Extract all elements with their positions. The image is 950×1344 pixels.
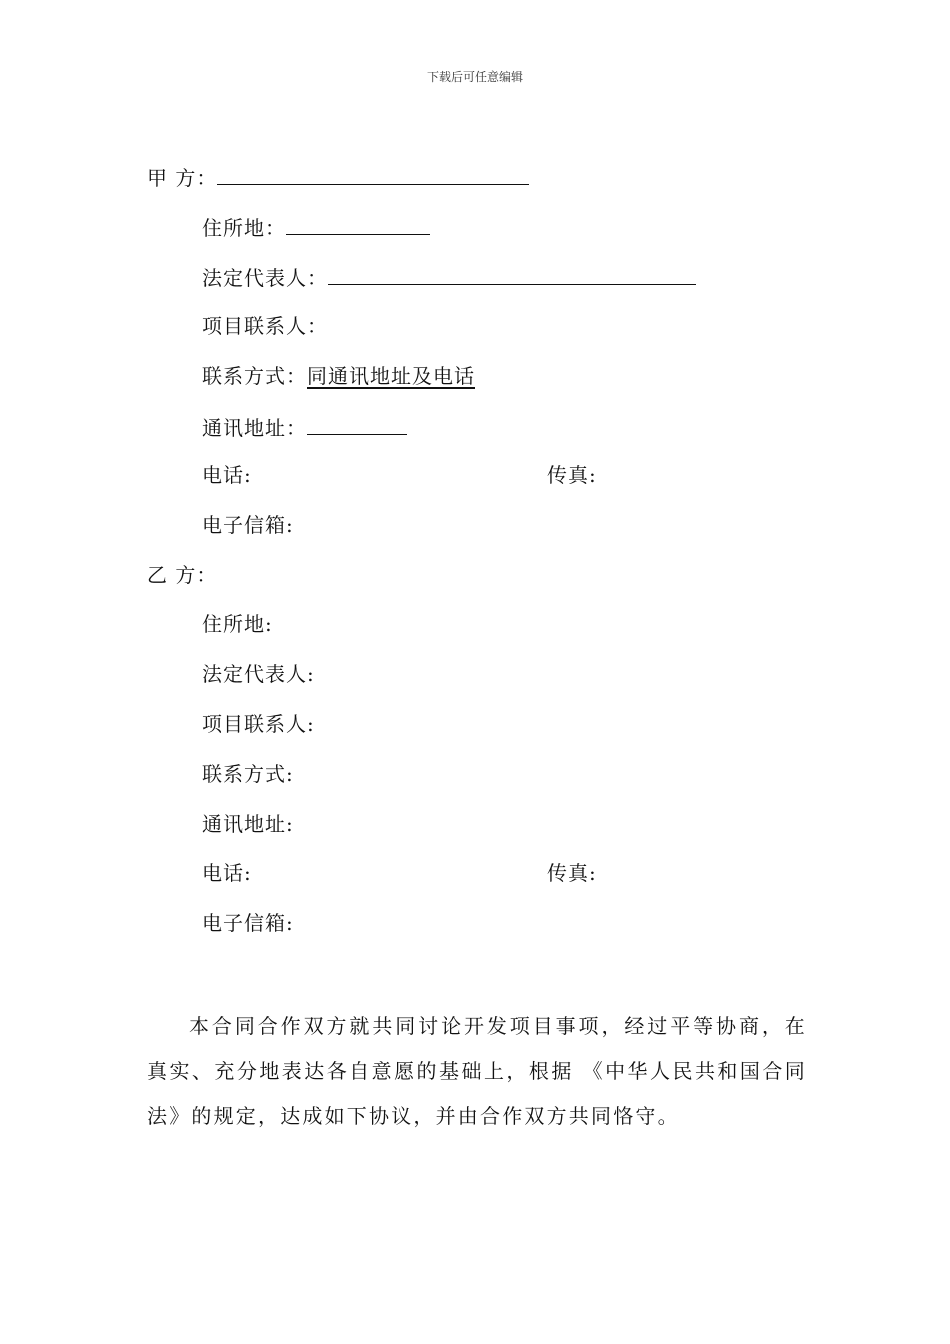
party-a-mailing-address-row — [202, 414, 407, 440]
party-a-row — [147, 164, 529, 190]
party-b-project-contact-label: 项目联系人: — [202, 712, 315, 736]
party-a-email-label: 电子信箱: — [202, 513, 294, 537]
party-a-contact-method-value: 同通讯地址及电话 — [307, 364, 475, 388]
party-b-label: 乙 方： — [147, 563, 218, 587]
party-b-legal-rep-label: 法定代表人: — [202, 662, 315, 686]
party-a-contact-method-row — [202, 364, 475, 388]
party-a-mailing-address-blank[interactable] — [307, 414, 407, 435]
header-note: 下载后可任意编辑 — [426, 70, 523, 84]
party-a-mailing-address-label: 通讯地址： — [202, 416, 307, 440]
party-b-fax-label: 传真: — [547, 861, 597, 885]
party-a-legal-rep-label: 法定代表人： — [202, 266, 328, 290]
party-a-project-contact-label: 项目联系人： — [202, 314, 328, 338]
party-a-legal-rep-row — [202, 264, 696, 290]
party-a-legal-rep-blank[interactable] — [328, 264, 696, 285]
preamble-paragraph: 本合同合作双方就共同讨论开发项目事项，经过平等协商，在真实、充分地表达各自意愿的基础上，根据 《中华人民共和国合同法》的规定，达成如下协议，并由合作双方共同恪守。 — [147, 1014, 807, 1128]
party-a-phone-label: 电话: — [202, 463, 252, 487]
party-b-email-label: 电子信箱: — [202, 911, 294, 935]
party-a-label: 甲 方： — [147, 166, 218, 190]
party-a-fax-label: 传真: — [547, 463, 597, 487]
party-b-phone-label: 电话: — [202, 861, 252, 885]
party-a-contact-method-label: 联系方式： — [202, 364, 307, 388]
party-a-name-blank[interactable] — [217, 164, 529, 185]
party-b-address-label: 住所地: — [202, 612, 273, 636]
party-b-contact-method-label: 联系方式: — [202, 762, 294, 786]
party-b-mailing-address-label: 通讯地址: — [202, 812, 294, 836]
party-a-address-row — [202, 214, 430, 240]
party-a-address-label: 住所地： — [202, 216, 286, 240]
party-a-address-blank[interactable] — [286, 214, 430, 235]
